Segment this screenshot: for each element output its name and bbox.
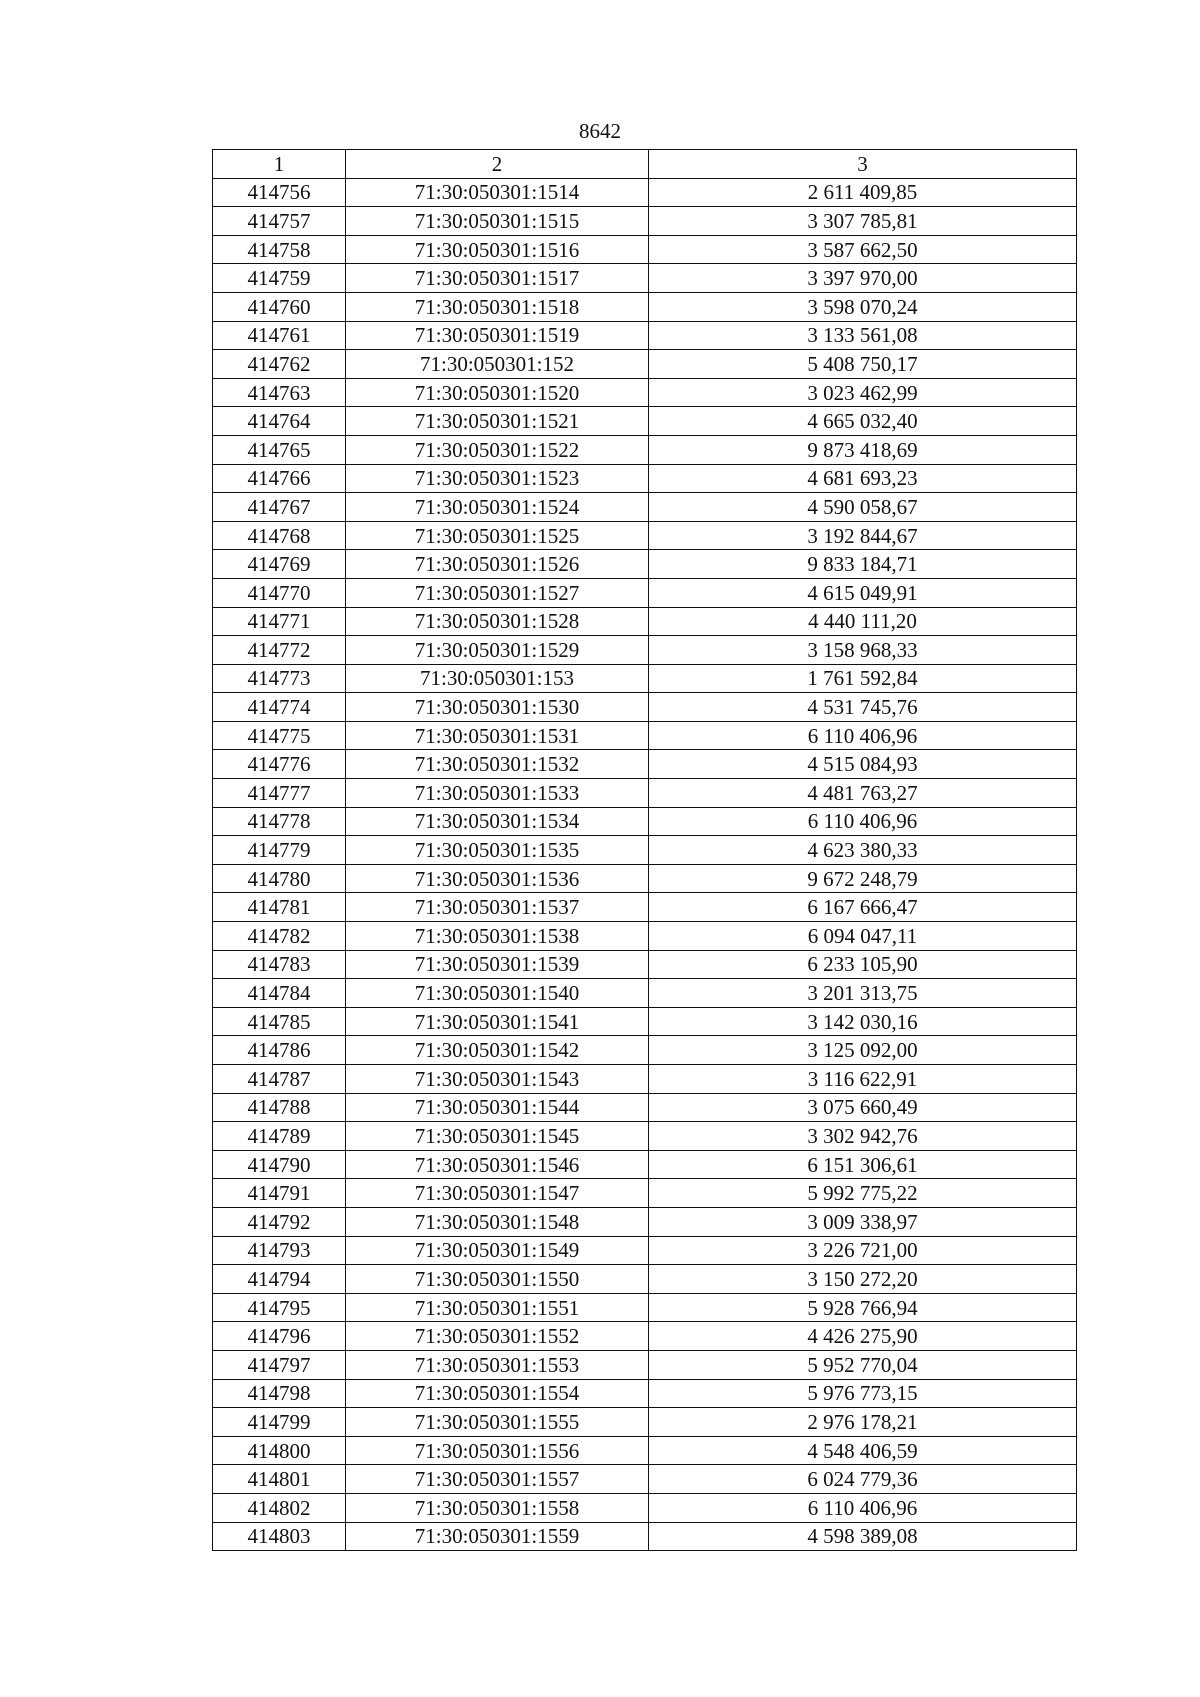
row-number-cell: 414782: [213, 922, 346, 951]
value-cell: 4 440 111,20: [649, 607, 1077, 636]
row-number-cell: 414772: [213, 636, 346, 665]
row-number-cell: 414759: [213, 264, 346, 293]
cadastral-number-cell: 71:30:050301:1516: [346, 235, 649, 264]
row-number-cell: 414798: [213, 1379, 346, 1408]
table-row: [213, 1436, 1077, 1465]
value-cell: 6 151 306,61: [649, 1150, 1077, 1179]
cadastral-number-cell: 71:30:050301:1557: [346, 1465, 649, 1494]
value-cell: 5 992 775,22: [649, 1179, 1077, 1208]
value-cell: 4 615 049,91: [649, 578, 1077, 607]
table-row: [213, 435, 1077, 464]
row-number-cell: 414801: [213, 1465, 346, 1494]
value-cell: 3 009 338,97: [649, 1207, 1077, 1236]
row-number-cell: 414791: [213, 1179, 346, 1208]
table-row: [213, 807, 1077, 836]
row-number-cell: 414786: [213, 1036, 346, 1065]
table-row: [213, 1379, 1077, 1408]
table-row: [213, 1179, 1077, 1208]
table-row: [213, 264, 1077, 293]
value-cell: 3 397 970,00: [649, 264, 1077, 293]
value-cell: 3 133 561,08: [649, 321, 1077, 350]
table-row: [213, 979, 1077, 1008]
row-number-cell: 414785: [213, 1007, 346, 1036]
table-row: [213, 1122, 1077, 1151]
table-row: [213, 235, 1077, 264]
table-row: [213, 521, 1077, 550]
row-number-cell: 414763: [213, 378, 346, 407]
value-cell: 6 110 406,96: [649, 807, 1077, 836]
table-row: [213, 350, 1077, 379]
row-number-cell: 414781: [213, 893, 346, 922]
column-header-1: 1: [213, 150, 346, 179]
table-row: [213, 721, 1077, 750]
value-cell: 3 226 721,00: [649, 1236, 1077, 1265]
value-cell: 3 192 844,67: [649, 521, 1077, 550]
cadastral-number-cell: 71:30:050301:1528: [346, 607, 649, 636]
cadastral-number-cell: 71:30:050301:1538: [346, 922, 649, 951]
value-cell: 1 761 592,84: [649, 664, 1077, 693]
cadastral-number-cell: 71:30:050301:1536: [346, 864, 649, 893]
table-row: [213, 1493, 1077, 1522]
value-cell: 6 024 779,36: [649, 1465, 1077, 1494]
cadastral-number-cell: 71:30:050301:1555: [346, 1408, 649, 1437]
value-cell: 5 952 770,04: [649, 1350, 1077, 1379]
table-row: [213, 693, 1077, 722]
row-number-cell: 414765: [213, 435, 346, 464]
cadastral-number-cell: 71:30:050301:1521: [346, 407, 649, 436]
table-row: [213, 922, 1077, 951]
row-number-cell: 414757: [213, 207, 346, 236]
table-row: [213, 636, 1077, 665]
table-row: [213, 493, 1077, 522]
table-row: [213, 207, 1077, 236]
cadastral-number-cell: 71:30:050301:1520: [346, 378, 649, 407]
cadastral-number-cell: 71:30:050301:1554: [346, 1379, 649, 1408]
cadastral-number-cell: 71:30:050301:1542: [346, 1036, 649, 1065]
row-number-cell: 414789: [213, 1122, 346, 1151]
cadastral-number-cell: 71:30:050301:1548: [346, 1207, 649, 1236]
cadastral-number-cell: 71:30:050301:1514: [346, 178, 649, 207]
table-row: [213, 321, 1077, 350]
row-number-cell: 414779: [213, 836, 346, 865]
row-number-cell: 414796: [213, 1322, 346, 1351]
cadastral-number-cell: 71:30:050301:1515: [346, 207, 649, 236]
cadastral-number-cell: 71:30:050301:1523: [346, 464, 649, 493]
value-cell: 4 426 275,90: [649, 1322, 1077, 1351]
value-cell: 2 611 409,85: [649, 178, 1077, 207]
value-cell: 6 233 105,90: [649, 950, 1077, 979]
row-number-cell: 414800: [213, 1436, 346, 1465]
cadastral-number-cell: 71:30:050301:1532: [346, 750, 649, 779]
table-row: [213, 1408, 1077, 1437]
row-number-cell: 414762: [213, 350, 346, 379]
cadastral-number-cell: 71:30:050301:1553: [346, 1350, 649, 1379]
value-cell: 4 623 380,33: [649, 836, 1077, 865]
header-row: [213, 150, 1077, 179]
table-row: [213, 550, 1077, 579]
value-cell: 4 681 693,23: [649, 464, 1077, 493]
row-number-cell: 414783: [213, 950, 346, 979]
cadastral-number-cell: 71:30:050301:1549: [346, 1236, 649, 1265]
cadastral-number-cell: 71:30:050301:1527: [346, 578, 649, 607]
row-number-cell: 414784: [213, 979, 346, 1008]
row-number-cell: 414780: [213, 864, 346, 893]
table-row: [213, 864, 1077, 893]
row-number-cell: 414794: [213, 1265, 346, 1294]
table-header: [213, 150, 1077, 179]
value-cell: 4 531 745,76: [649, 693, 1077, 722]
value-cell: 2 976 178,21: [649, 1408, 1077, 1437]
table-row: [213, 1036, 1077, 1065]
row-number-cell: 414766: [213, 464, 346, 493]
cadastral-number-cell: 71:30:050301:1545: [346, 1122, 649, 1151]
cadastral-number-cell: 71:30:050301:1539: [346, 950, 649, 979]
table-row: [213, 1207, 1077, 1236]
row-number-cell: 414769: [213, 550, 346, 579]
table-row: [213, 1065, 1077, 1094]
value-cell: 5 976 773,15: [649, 1379, 1077, 1408]
table-row: [213, 836, 1077, 865]
row-number-cell: 414760: [213, 292, 346, 321]
row-number-cell: 414792: [213, 1207, 346, 1236]
cadastral-number-cell: 71:30:050301:1544: [346, 1093, 649, 1122]
table-row: [213, 578, 1077, 607]
page-number: 8642: [579, 119, 621, 143]
row-number-cell: 414774: [213, 693, 346, 722]
cadastral-number-cell: 71:30:050301:1537: [346, 893, 649, 922]
value-cell: 6 110 406,96: [649, 721, 1077, 750]
row-number-cell: 414771: [213, 607, 346, 636]
cadastral-number-cell: 71:30:050301:1543: [346, 1065, 649, 1094]
row-number-cell: 414773: [213, 664, 346, 693]
row-number-cell: 414767: [213, 493, 346, 522]
cadastral-number-cell: 71:30:050301:1535: [346, 836, 649, 865]
value-cell: 3 142 030,16: [649, 1007, 1077, 1036]
value-cell: 5 928 766,94: [649, 1293, 1077, 1322]
cadastral-number-cell: 71:30:050301:1558: [346, 1493, 649, 1522]
value-cell: 4 598 389,08: [649, 1522, 1077, 1551]
table-row: [213, 292, 1077, 321]
value-cell: 4 590 058,67: [649, 493, 1077, 522]
cadastral-number-cell: 71:30:050301:153: [346, 664, 649, 693]
cadastral-number-cell: 71:30:050301:1546: [346, 1150, 649, 1179]
cadastral-number-cell: 71:30:050301:1550: [346, 1265, 649, 1294]
value-cell: 6 094 047,11: [649, 922, 1077, 951]
cadastral-number-cell: 71:30:050301:1556: [346, 1436, 649, 1465]
row-number-cell: 414793: [213, 1236, 346, 1265]
row-number-cell: 414776: [213, 750, 346, 779]
cadastral-number-cell: 71:30:050301:1517: [346, 264, 649, 293]
column-header-2: 2: [346, 150, 649, 179]
table-row: [213, 1093, 1077, 1122]
cadastral-number-cell: 71:30:050301:1518: [346, 292, 649, 321]
value-cell: 3 307 785,81: [649, 207, 1077, 236]
cadastral-number-cell: 71:30:050301:1541: [346, 1007, 649, 1036]
data-table: [212, 149, 1077, 1551]
value-cell: 3 302 942,76: [649, 1122, 1077, 1151]
cadastral-number-cell: 71:30:050301:152: [346, 350, 649, 379]
value-cell: 3 587 662,50: [649, 235, 1077, 264]
row-number-cell: 414761: [213, 321, 346, 350]
value-cell: 9 873 418,69: [649, 435, 1077, 464]
cadastral-number-cell: 71:30:050301:1534: [346, 807, 649, 836]
cadastral-number-cell: 71:30:050301:1533: [346, 779, 649, 808]
table-row: [213, 464, 1077, 493]
value-cell: 4 481 763,27: [649, 779, 1077, 808]
value-cell: 3 125 092,00: [649, 1036, 1077, 1065]
row-number-cell: 414778: [213, 807, 346, 836]
cadastral-number-cell: 71:30:050301:1559: [346, 1522, 649, 1551]
row-number-cell: 414764: [213, 407, 346, 436]
value-cell: 9 672 248,79: [649, 864, 1077, 893]
value-cell: 3 023 462,99: [649, 378, 1077, 407]
cadastral-number-cell: 71:30:050301:1531: [346, 721, 649, 750]
cadastral-number-cell: 71:30:050301:1540: [346, 979, 649, 1008]
value-cell: 4 515 084,93: [649, 750, 1077, 779]
row-number-cell: 414775: [213, 721, 346, 750]
row-number-cell: 414777: [213, 779, 346, 808]
table-row: [213, 950, 1077, 979]
value-cell: 4 665 032,40: [649, 407, 1077, 436]
cadastral-number-cell: 71:30:050301:1552: [346, 1322, 649, 1351]
table-row: [213, 1150, 1077, 1179]
value-cell: 6 167 666,47: [649, 893, 1077, 922]
table-row: [213, 1293, 1077, 1322]
table-row: [213, 779, 1077, 808]
value-cell: 9 833 184,71: [649, 550, 1077, 579]
table-row: [213, 407, 1077, 436]
table-row: [213, 750, 1077, 779]
row-number-cell: 414756: [213, 178, 346, 207]
row-number-cell: 414788: [213, 1093, 346, 1122]
table-row: [213, 893, 1077, 922]
row-number-cell: 414799: [213, 1408, 346, 1437]
table-row: [213, 607, 1077, 636]
cadastral-number-cell: 71:30:050301:1522: [346, 435, 649, 464]
table-row: [213, 1007, 1077, 1036]
table-row: [213, 1350, 1077, 1379]
row-number-cell: 414802: [213, 1493, 346, 1522]
value-cell: 3 201 313,75: [649, 979, 1077, 1008]
row-number-cell: 414787: [213, 1065, 346, 1094]
table-row: [213, 1522, 1077, 1551]
table-row: [213, 664, 1077, 693]
table-body: [213, 178, 1077, 1551]
value-cell: 3 598 070,24: [649, 292, 1077, 321]
value-cell: 3 116 622,91: [649, 1065, 1077, 1094]
row-number-cell: 414790: [213, 1150, 346, 1179]
row-number-cell: 414803: [213, 1522, 346, 1551]
value-cell: 3 150 272,20: [649, 1265, 1077, 1294]
cadastral-number-cell: 71:30:050301:1526: [346, 550, 649, 579]
row-number-cell: 414795: [213, 1293, 346, 1322]
cadastral-number-cell: 71:30:050301:1519: [346, 321, 649, 350]
value-cell: 3 158 968,33: [649, 636, 1077, 665]
table-row: [213, 1236, 1077, 1265]
cadastral-number-cell: 71:30:050301:1525: [346, 521, 649, 550]
cadastral-number-cell: 71:30:050301:1524: [346, 493, 649, 522]
column-header-3: 3: [649, 150, 1077, 179]
table-row: [213, 378, 1077, 407]
table-row: [213, 1465, 1077, 1494]
row-number-cell: 414770: [213, 578, 346, 607]
cadastral-number-cell: 71:30:050301:1551: [346, 1293, 649, 1322]
table-row: [213, 1322, 1077, 1351]
cadastral-number-cell: 71:30:050301:1547: [346, 1179, 649, 1208]
row-number-cell: 414797: [213, 1350, 346, 1379]
cadastral-number-cell: 71:30:050301:1530: [346, 693, 649, 722]
table-row: [213, 1265, 1077, 1294]
value-cell: 5 408 750,17: [649, 350, 1077, 379]
row-number-cell: 414768: [213, 521, 346, 550]
value-cell: 3 075 660,49: [649, 1093, 1077, 1122]
value-cell: 4 548 406,59: [649, 1436, 1077, 1465]
row-number-cell: 414758: [213, 235, 346, 264]
cadastral-number-cell: 71:30:050301:1529: [346, 636, 649, 665]
table-row: [213, 178, 1077, 207]
value-cell: 6 110 406,96: [649, 1493, 1077, 1522]
